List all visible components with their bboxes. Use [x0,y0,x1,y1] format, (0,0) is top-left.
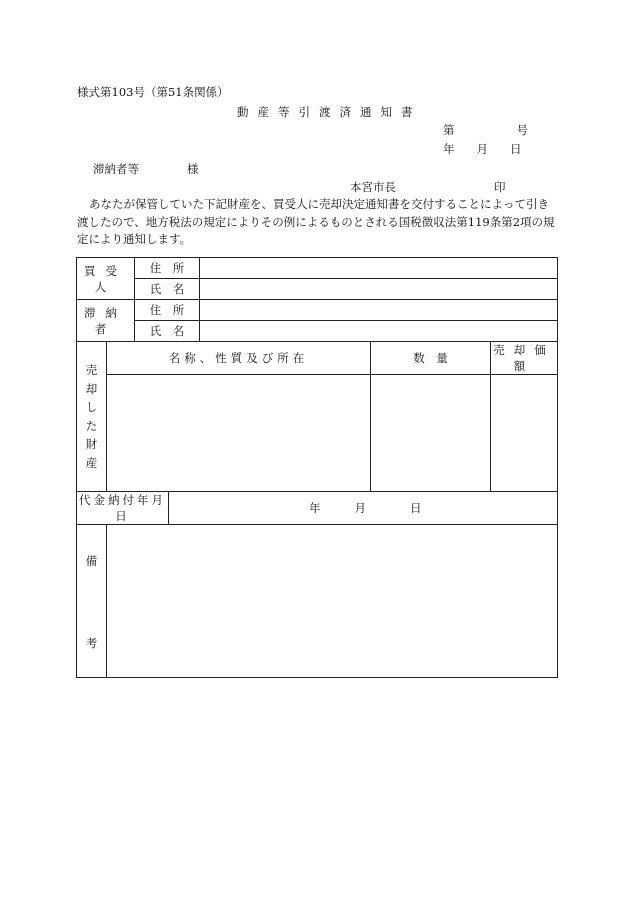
property-label: 売 却 し た 財 産 [77,342,107,492]
notice-table [76,257,558,678]
buyer-name-row [77,279,558,300]
remarks-field[interactable] [107,525,558,678]
date-month: 月 [476,142,488,156]
payment-date-field[interactable] [169,492,558,525]
payment-date-row [77,492,558,525]
col-header-price: 売却価額 [491,342,558,375]
addressee-line [93,161,199,177]
property-quantity-field[interactable] [371,375,491,492]
property-body-row [77,375,558,492]
buyer-address-row [77,258,558,279]
delinquent-name-row [77,321,558,342]
form-number: 様式第103号（第51条関係） [77,85,229,99]
property-price-field[interactable] [491,375,558,492]
payment-day: 日 [410,501,422,515]
buyer-address-field[interactable] [200,258,558,279]
property-name-field[interactable] [107,375,371,492]
buyer-name-field[interactable] [200,279,558,300]
remarks-bottom-char: 考 [85,636,98,650]
delinquent-address-row [77,300,558,321]
date-year: 年 [443,142,455,156]
col-header-quantity: 数 量 [371,342,491,375]
body-text: あなたが保管していた下記財産を、買受人に売却決定通知書を交付することによって引き渡したので、地方税法の規定によりその例によるものとされる国税徴収法第119条第2項の規定により通知します。 [77,197,555,246]
number-suffix: 号 [516,123,528,137]
delinquent-address-label: 住 所 [135,300,200,321]
property-header-row [77,342,558,375]
document-date-line [443,141,522,157]
sender: 本宮市長 [350,180,396,194]
delinquent-name-field[interactable] [200,321,558,342]
payment-year: 年 [309,501,321,515]
buyer-address-label: 住 所 [135,258,200,279]
remarks-label [77,525,107,678]
delinquent-address-field[interactable] [200,300,558,321]
payment-month: 月 [354,501,366,515]
number-prefix: 第 [443,123,455,137]
delinquent-name-label: 氏 名 [135,321,200,342]
sender-line [350,179,506,195]
col-header-name: 名称、性質及び所在 [107,342,371,375]
seal-mark: 印 [494,180,506,194]
honorific: 様 [187,162,199,176]
delinquent-label: 滞納者 [77,300,135,342]
addressee: 滞納者等 [93,162,139,176]
buyer-name-label: 氏 名 [135,279,200,300]
document-number-line [443,122,528,138]
remarks-top-char: 備 [85,554,98,568]
remarks-row [77,525,558,678]
date-day: 日 [510,142,522,156]
payment-date-label: 代金納付年月日 [77,492,169,525]
document-title: 動産等引渡済通知書 [237,105,422,119]
buyer-label: 買受人 [77,258,135,300]
